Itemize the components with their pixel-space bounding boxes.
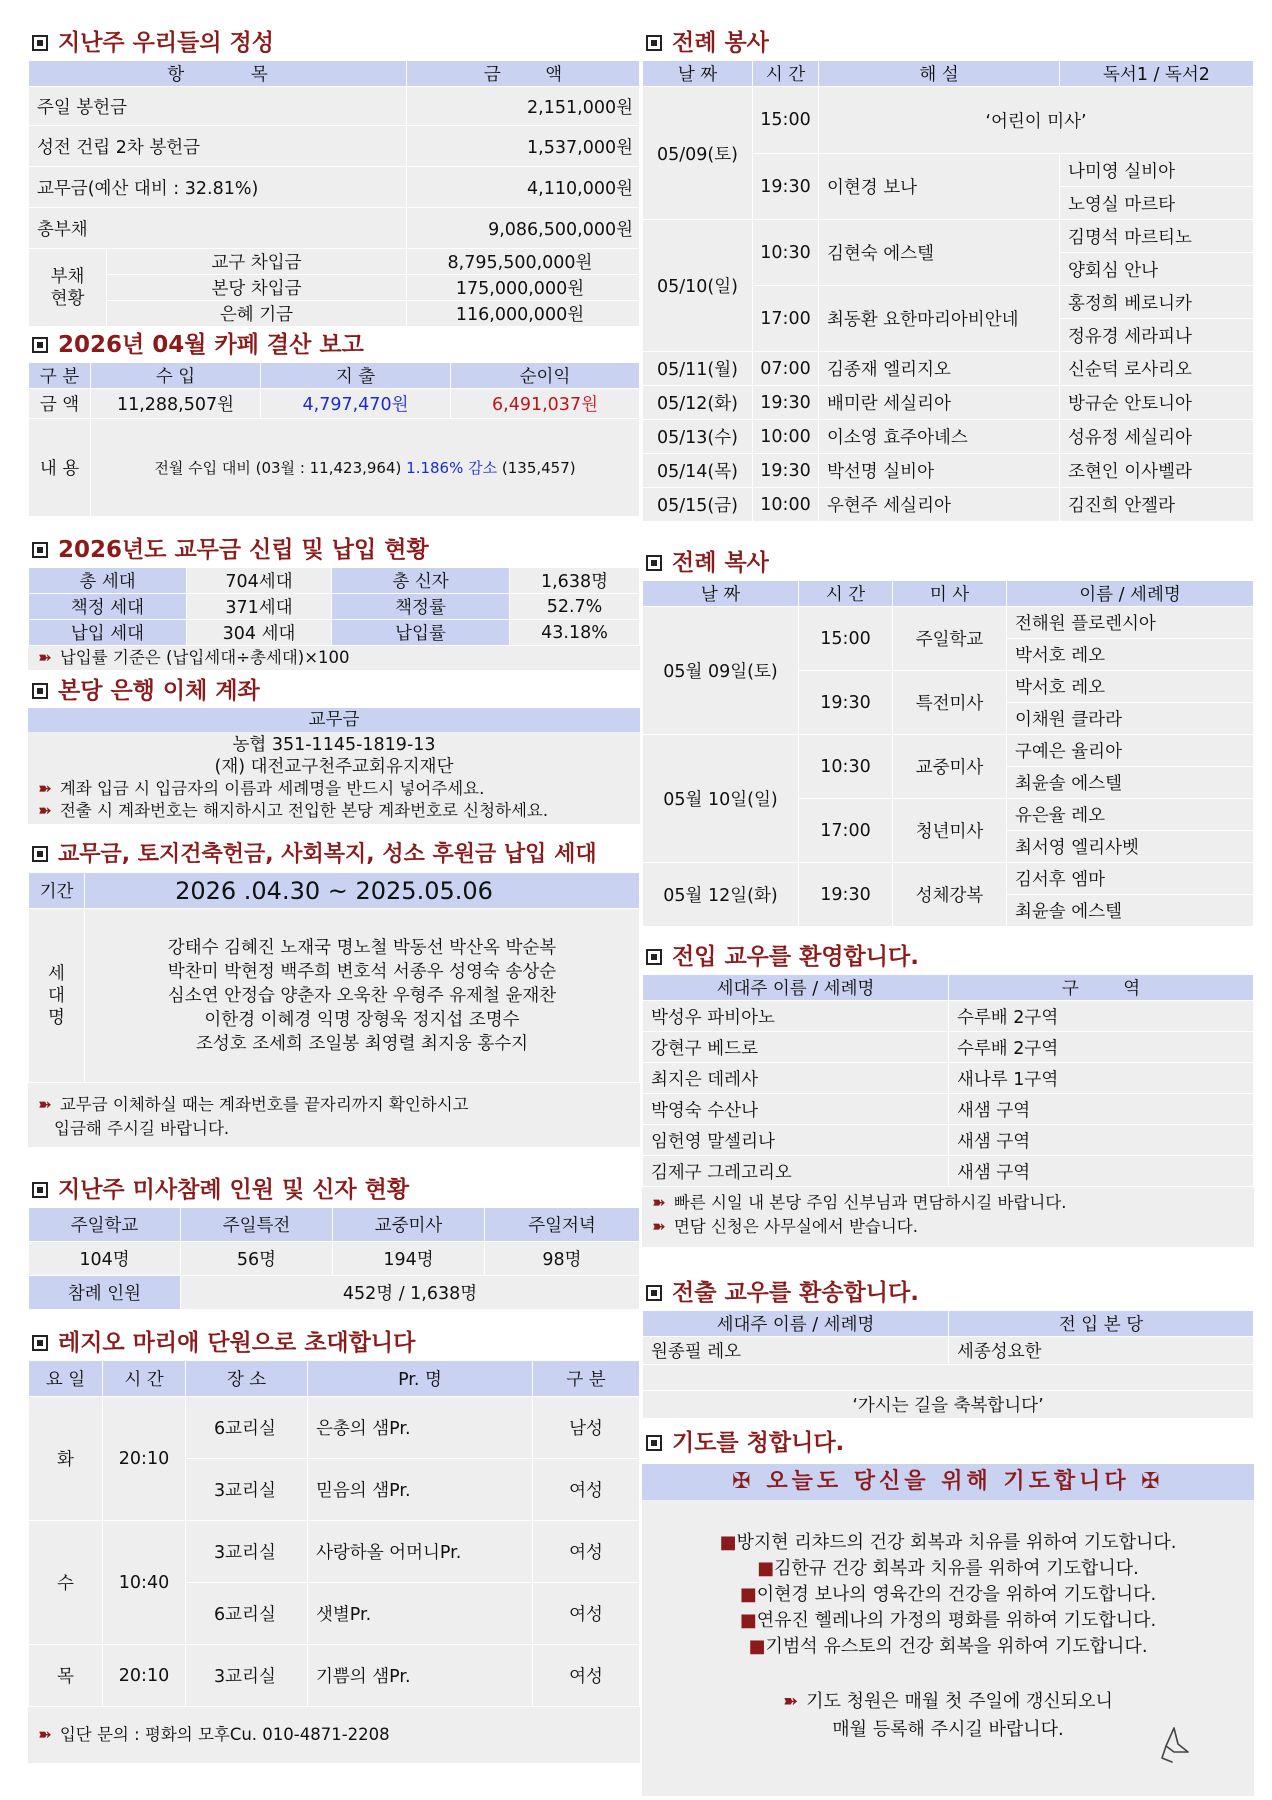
prayer-note: ➽ 기도 청원은 매월 첫 주일에 갱신되오니 매월 등록해 주시길 바랍니다. [783, 1691, 1113, 1740]
prayer-section [642, 1428, 1254, 1796]
square-bullet-icon [646, 35, 662, 51]
attendance-total: 452명 / 1,638명 [181, 1276, 640, 1310]
table-row: 6교리실 샛별Pr. 여성 [29, 1583, 640, 1645]
col-header-item: 항 목 [29, 61, 407, 87]
donor-period: 2026 .04.30 ~ 2025.05.06 [85, 873, 640, 909]
table-row: 목 20:10 3교리실 기쁨의 샘Pr. 여성 [29, 1645, 640, 1707]
square-bullet-icon [32, 1182, 48, 1198]
section-title: 기도를 청합니다. [642, 1428, 1254, 1458]
cafe-content: 전월 수입 대비 (03월 : 11,423,964) 1.186% 감소 (135,457) [91, 419, 640, 517]
table-row: 김제구 그레고리오 새샘 구역 [643, 1156, 1254, 1187]
col-header-amount: 금 액 [407, 61, 640, 87]
cafe-income: 11,288,507원 [91, 389, 261, 419]
section-title: 지난주 미사참례 인원 및 신자 현황 [28, 1175, 640, 1205]
account-number: 농협 351-1145-1819-13 [232, 735, 436, 755]
table-row: 박영숙 수산나 새샘 구역 [643, 1094, 1254, 1125]
bank-box: 농협 351-1145-1819-13 (재) 대전교구천주교회유지재단 ➽ 계좌 입금 시 입금자의 이름과 세례명을 반드시 넣어주세요. ➽ 전출 시 계좌번호는 해지하시고 전입한 본당 계좌번호로 신청하세요. [28, 732, 640, 824]
square-bullet-icon [32, 542, 48, 558]
cafe-profit: 6,491,037원 [451, 389, 640, 419]
table-row: 화 20:10 6교리실 은총의 샘Pr. 남성 [29, 1397, 640, 1459]
legio-section: 레지오 마리애 단원으로 초대합니다 요 일 시 간 장 소 Pr. 명 구 분 화 20:10 6교리실 은총의 샘Pr. 남성 3교리실 믿음의 샘Pr. 여성 수 10:40 3교리실 사랑하올 어머니Pr. 여성 6교리실 샛별Pr. 여성 목 20:10 3교리실 기쁨의 샘Pr. 여성 ➽ 입단 문의 : 평화의 모후Cu. 010-4871-2208 [28, 1328, 640, 1763]
section-title: 2026년도 교무금 신립 및 납입 현황 [28, 535, 640, 565]
double-arrow-icon: ➽ [38, 1725, 52, 1744]
cafe-expense: 4,797,470원 [261, 389, 451, 419]
section-title: 전출 교우를 환송합니다. [642, 1278, 1254, 1308]
prayer-list: ■방지현 리챠드의 건강 회복과 치유를 위하여 기도합니다. ■김한규 건강 회복과 치유를 위하여 기도합니다. ■이현경 보나의 영육간의 건강을 위하여 기도합니다. ■연유진 헬레나의 가정의 평화를 위하여 기도합니다. ■기범석 유스토의 건강 회복을 위하여 기도합니다. [719, 1532, 1177, 1657]
double-arrow-icon: ➽ [38, 1095, 52, 1114]
square-bullet-icon [32, 337, 48, 353]
section-title: 전례 복사 [642, 548, 1254, 578]
table-row: 원종필 레오 세종성요한 [643, 1337, 1254, 1365]
square-bullet-icon [646, 1435, 662, 1451]
square-bullet-icon [32, 1335, 48, 1351]
attendance-section: 지난주 미사참례 인원 및 신자 현황 주일학교 주일특전 교중미사 주일저녁 104명 56명 194명 98명 참례 인원 452명 / 1,638명 [28, 1175, 640, 1310]
table-row: 수 10:40 3교리실 사랑하올 어머니Pr. 여성 [29, 1521, 640, 1583]
debt-row: 부채 현황 교구 차입금 8,795,500,000원 [29, 249, 640, 275]
table-row: 교무금(예산 대비 : 32.81%) 4,110,000원 [29, 167, 640, 208]
bank-header: 교무금 [28, 708, 640, 732]
table-row: 05/12(화) 19:30 배미란 세실리아 방규순 안토니아 [643, 386, 1254, 420]
square-bullet-icon [646, 1285, 662, 1301]
double-arrow-icon: ➽ [652, 1217, 666, 1236]
table-row: 강현구 베드로 수루배 2구역 [643, 1032, 1254, 1063]
square-bullet-icon [646, 949, 662, 965]
double-arrow-icon: ➽ [38, 801, 52, 820]
table-row: 임헌영 말셀리나 새샘 구역 [643, 1125, 1254, 1156]
legio-contact: 입단 문의 : 평화의 모후Cu. 010-4871-2208 [59, 1725, 390, 1744]
welcome-section: 전입 교우를 환영합니다. 세대주 이름 / 세례명 구 역 박성우 파비아노 수루배 2구역 강현구 베드로 수루배 2구역 최지은 데레사 새나루 1구역 박영숙 수산나 새샘 구역 임헌영 말셀리나 새샘 구역 김제구 그레고리오 새샘 구역 ➽ 빠른 시일 내 본당 주임 신부님과 면담하시길 바랍니다. ➽ 면담 신청은 사무실에서 받습니다. [642, 942, 1254, 1247]
offering-section [28, 28, 640, 327]
altar-servers-section: 전례 복사 날 짜 시 간 미 사 이름 / 세례명 05월 09일(토) 15:00 주일학교 전해원 플로렌시아 박서호 레오 19:30 특전미사 박서호 레오 이채원 클라라 05월 10일(일) 10:30 교중미사 구예은 율리아 최윤솔 에스텔 17:00 청년미사 유은율 레오 최서영 엘리사벳 05월 12일(화) 19:30 성체강복 김서후 엠마 최윤솔 에스텔 [642, 548, 1254, 927]
special-mass: ‘어린이 미사’ [819, 87, 1254, 154]
square-bullet-icon [32, 35, 48, 51]
cafe-report-section: 2026년 04월 카페 결산 보고 구 분 수 입 지 출 순이익 금 액 11,288,507원 4,797,470원 6,491,037원 내 용 전월 수입 대비 (03월 : 11,423,964) 1.186% 감소 (135,457) [28, 330, 640, 517]
table-row: 05/13(수) 10:00 이소영 효주아녜스 성유정 세실리아 [643, 420, 1254, 454]
table-row: 주일 봉헌금 2,151,000원 [29, 87, 640, 126]
praying-hands-icon [1152, 1722, 1196, 1766]
table-row: 05/15(금) 10:00 우현주 세실리아 김진희 안젤라 [643, 488, 1254, 522]
table-row: 3교리실 믿음의 샘Pr. 여성 [29, 1459, 640, 1521]
farewell-blessing: ‘가시는 길을 축복합니다’ [643, 1391, 1254, 1419]
prayer-banner: ✠ 오늘도 당신을 위해 기도합니다 ✠ [642, 1464, 1254, 1500]
donors-section: 교무금, 토지건축헌금, 사회복지, 성소 후원금 납입 세대 기간 2026 .04.30 ~ 2025.05.06 세 대 명 강태수 김혜진 노재국 명노철 박동선 박산옥 박순복 박찬미 박현정 백주희 변호석 서종우 성영숙 송상순 심소연 안정습 양춘자 오욱찬 우형주 유제철 윤재찬 이한경 이혜경 익명 장형욱 정지섭 조명수 조성호 조세희 조일봉 최영렬 최지웅 홍수지 ➽ 교무금 이체하실 때는 계좌번호를 끝자리까지 확인하시고 입금해 주시길 바랍니다. [28, 840, 640, 1147]
farewell-section: 전출 교우를 환송합니다. 세대주 이름 / 세례명 전 입 본 당 원종필 레오 세종성요한 ‘가시는 길을 축복합니다’ [642, 1278, 1254, 1419]
double-arrow-icon: ➽ [38, 779, 52, 798]
dues-status-section: 2026년도 교무금 신립 및 납입 현황 총 세대 704세대 총 신자 1,638명 책정 세대 371세대 책정률 52.7% 납입 세대 304 세대 납입률 43.18% ➽ 납입률 기준은 (납입세대÷총세대)×100 [28, 535, 640, 670]
debt-row: 본당 차입금 175,000,000원 [29, 275, 640, 301]
prayer-box [642, 1500, 1254, 1796]
dues-note: ➽ 납입률 기준은 (납입세대÷총세대)×100 [28, 646, 640, 670]
section-title: 전입 교우를 환영합니다. [642, 942, 1254, 972]
table-row: 최지은 데레사 새나루 1구역 [643, 1063, 1254, 1094]
double-arrow-icon: ➽ [652, 1193, 666, 1212]
debt-label: 부채 현황 [29, 249, 107, 327]
square-bullet-icon [32, 846, 48, 862]
section-title: 레지오 마리애 단원으로 초대합니다 [28, 1328, 640, 1358]
table-row: 성전 건립 2차 봉헌금 1,537,000원 [29, 126, 640, 167]
section-title: 교무금, 토지건축헌금, 사회복지, 성소 후원금 납입 세대 [28, 840, 640, 870]
square-bullet-icon [646, 555, 662, 571]
double-arrow-icon: ➽ [783, 1691, 799, 1712]
section-title: 전례 봉사 [642, 28, 1254, 58]
bank-account-section [28, 676, 640, 824]
section-title: 지난주 우리들의 정성 [28, 28, 640, 58]
donor-names: 강태수 김혜진 노재국 명노철 박동선 박산옥 박순복 박찬미 박현정 백주희 변호석 서종우 성영숙 송상순 심소연 안정습 양춘자 오욱찬 우형주 유제철 윤재찬 이한경 이혜경 익명 장형욱 정지섭 조명수 조성호 조세희 조일봉 최영렬 최지웅 홍수지 [85, 909, 640, 1083]
table-row: 05/14(목) 19:30 박선명 실비아 조현인 이사벨라 [643, 454, 1254, 488]
double-arrow-icon: ➽ [38, 648, 52, 667]
table-row: 총부채 9,086,500,000원 [29, 208, 640, 249]
liturgy-service-section: 전례 봉사 날 짜 시 간 해 설 독서1 / 독서2 05/09(토) 15:00 ‘어린이 미사’ 19:30 이현경 보나 나미영 실비아 노영실 마르타 05/10(일) 10:30 김현숙 에스텔 김명석 마르티노 양회심 안나 17:00 최동환 요한마리아비안네 홍정희 베로니카 정유경 세라피나 05/11(월) 07:00 김종재 엘리지오 신순덕 로사리오 05/12(화) 19:30 배미란 세실리아 방규순 안토니아 05/13(수) 10:00 이소영 효주아녜스 성유정 세실리아 05/14(목) 19:30 박선명 실비아 조현인 이사벨라 05/15(금) 10:00 우현주 세실리아 김진희 안젤라 [642, 28, 1254, 522]
debt-row: 은혜 기금 116,000,000원 [29, 301, 640, 327]
account-holder: (재) 대전교구천주교회유지재단 [214, 757, 454, 777]
section-title: 2026년 04월 카페 결산 보고 [28, 330, 640, 360]
table-row: 박성우 파비아노 수루배 2구역 [643, 1001, 1254, 1032]
square-bullet-icon [32, 683, 48, 699]
section-title: 본당 은행 이체 계좌 [28, 676, 640, 706]
table-row: 05/11(월) 07:00 김종재 엘리지오 신순덕 로사리오 [643, 352, 1254, 386]
